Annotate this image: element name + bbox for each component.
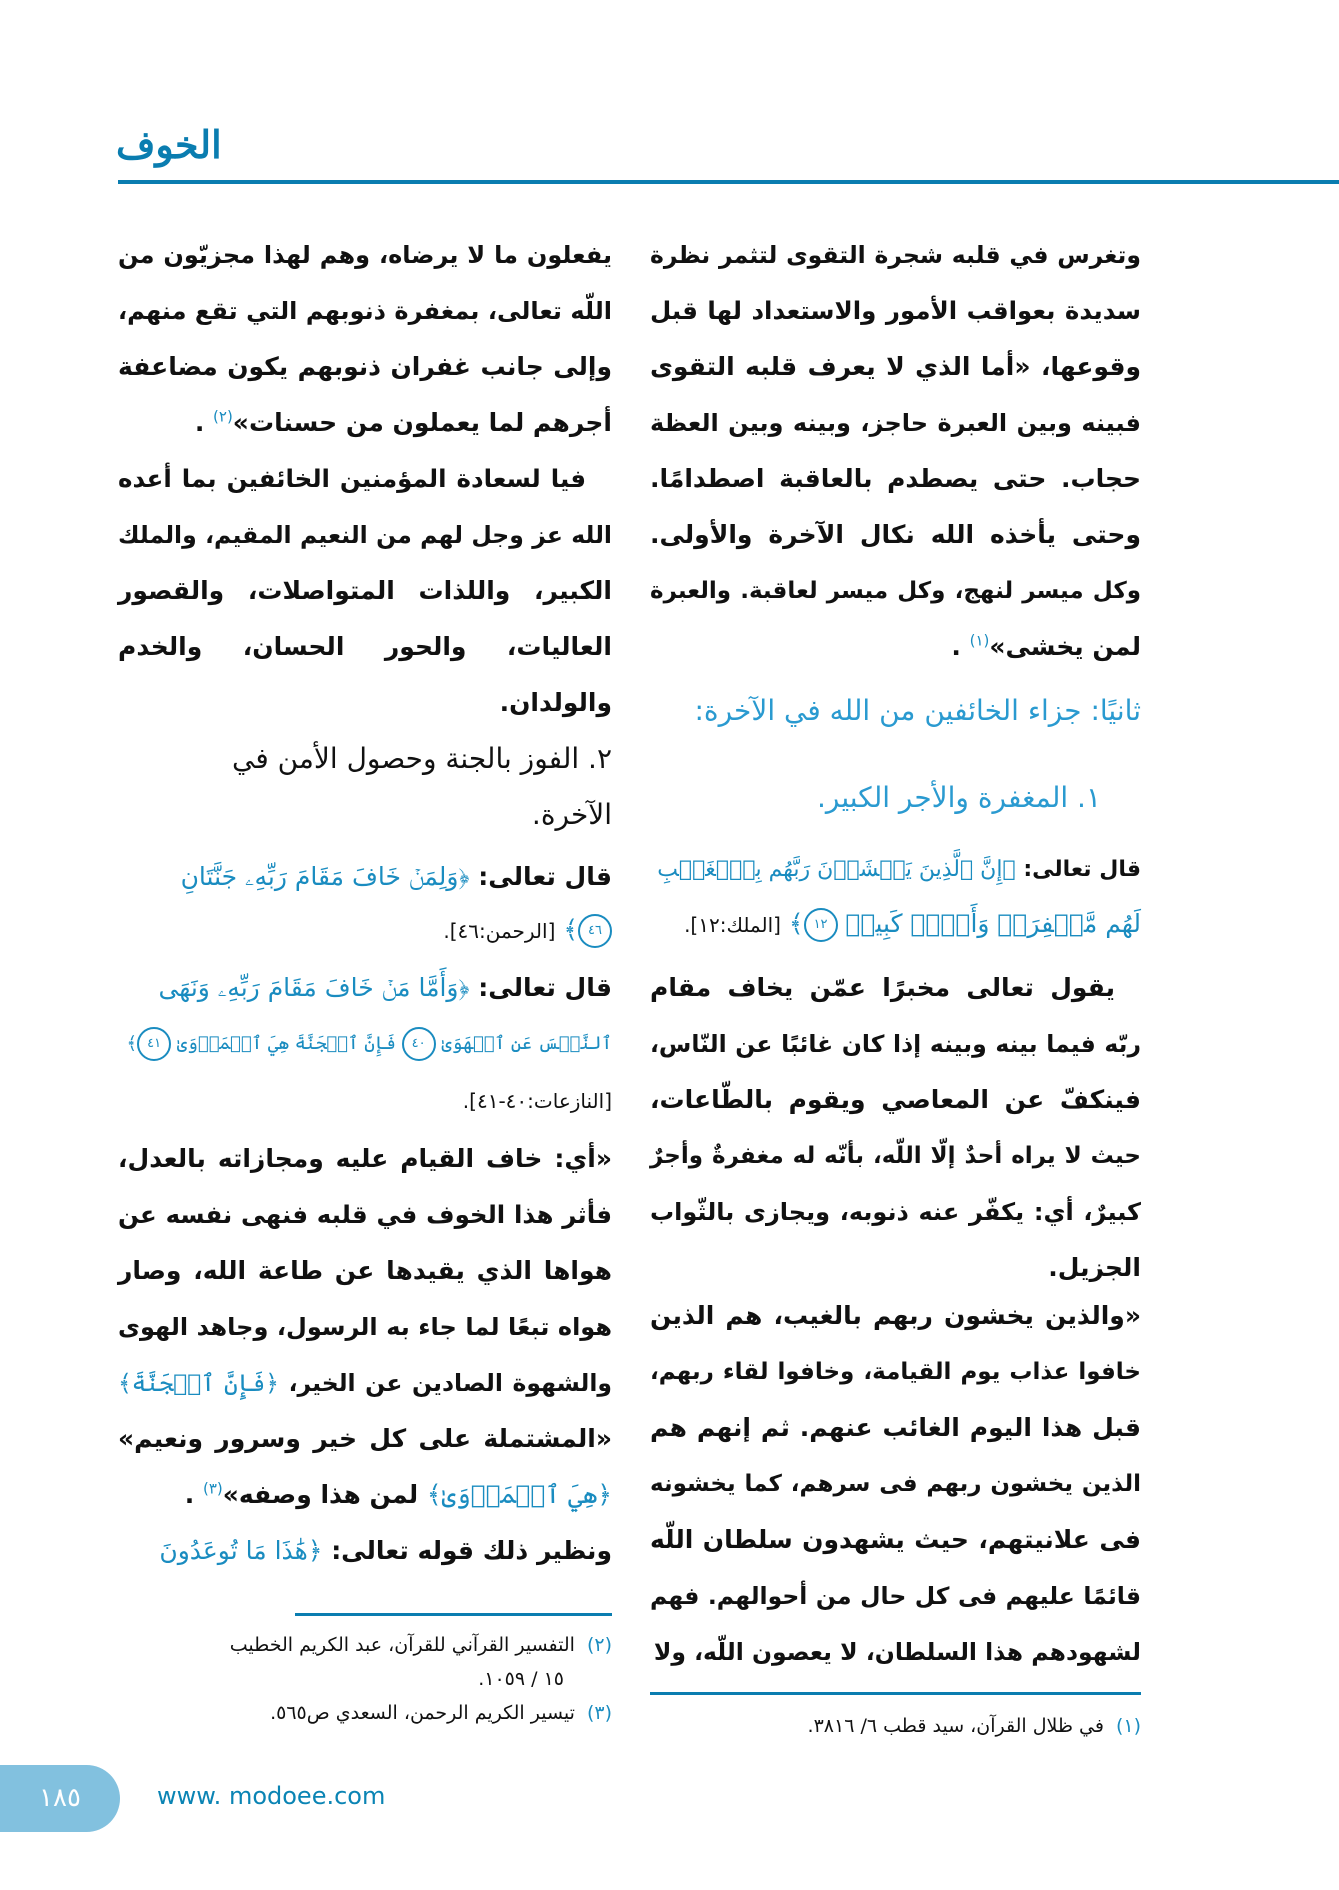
verse-citation: [الملك:١٢].: [684, 913, 781, 937]
text-run: الذين يخشون ربهم فى سرهم، كما يخشونه: [650, 1471, 1141, 1497]
text-run: الكبير، واللذات المتواصلات، والقصور: [118, 576, 612, 605]
right-h2-block: [650, 683, 1141, 739]
text-line: [650, 1016, 1141, 1072]
text-line: [118, 1355, 612, 1411]
left-footnotes-block: [118, 1628, 612, 1730]
text-line: [118, 960, 612, 1016]
text-run: لمن هذا وصفه»: [222, 1480, 427, 1509]
text-line: [650, 960, 1141, 1016]
text-run: وكل ميسر لنهج، وكل ميسر لعاقبة. والعبرة: [650, 578, 1141, 604]
text-run: ثانيًا: جزاء الخائفين من الله في الآخرة:: [694, 694, 1141, 727]
text-run: ١. المغفرة والأجر الكبير.: [817, 781, 1101, 814]
footnote-line: [118, 1662, 612, 1696]
text-line: [650, 507, 1141, 563]
text-run: .: [194, 408, 214, 437]
page-number: ١٨٥: [0, 1765, 120, 1832]
quran-verse: ﴾: [126, 1033, 138, 1054]
text-run: قبل هذا اليوم الغائب عنهم. ثم إنهم هم: [650, 1413, 1141, 1442]
footnote-line: [650, 1709, 1141, 1743]
text-run: أجرهم لما يعملون من حسنات»: [232, 408, 612, 437]
text-run: حيث لا يراه أحدٌ إلّا اللّه، بأنّه له مغفرةٌ وأجرٌ: [650, 1143, 1141, 1169]
text-line: [650, 563, 1141, 619]
verse-number-badge: ٤١: [137, 1027, 171, 1061]
left-quran1-block: [118, 850, 612, 956]
verse-number-badge: ٤٠: [402, 1027, 436, 1061]
text-run: يفعلون ما لا يرضاه، وهم لهذا مجزيّون من: [118, 241, 612, 269]
right-quran-block: [650, 843, 1141, 951]
text-run: ربّه فيما بينه وبينه إذا كان غائبًا عن النّاس،: [650, 1030, 1141, 1058]
text-run: .: [951, 632, 970, 661]
text-line: [650, 227, 1141, 283]
footnote-ref[interactable]: (١): [969, 631, 990, 650]
text-line: [650, 1288, 1141, 1344]
text-run: .: [184, 1480, 203, 1509]
text-line: [118, 1523, 612, 1579]
text-line: [118, 1467, 612, 1523]
text-run: فى علانيتهم، حيث يشهدون سلطان اللّه: [650, 1525, 1141, 1554]
text-run: والشهوة الصادين عن الخير،: [279, 1369, 612, 1397]
text-run: قال تعالى:: [1015, 857, 1141, 882]
text-run: ١٥ / ١٠٥٩.: [478, 1668, 564, 1690]
verse-citation: [الرحمن:٤٦].: [443, 919, 556, 943]
footnote-divider: [650, 1692, 1141, 1695]
right-p2-block: [650, 960, 1141, 1296]
text-run: التفسير القرآني للقرآن، عبد الكريم الخطيب: [229, 1634, 575, 1656]
left-h3-block: [118, 731, 612, 843]
text-run: وحتى يأخذه الله نكال الآخرة والأولى.: [650, 520, 1141, 549]
text-run: العاليات، والحور الحسان، والخدم: [118, 632, 612, 661]
text-line: [118, 339, 612, 395]
verse-citation: [النازعات:٤٠-٤١].: [462, 1089, 612, 1113]
text-run: فأثر هذا الخوف في قلبه فنهى نفسه عن: [118, 1200, 612, 1229]
quran-verse: لَهُم مَّغۡفِرَةٞ وَأَجۡرٞ كَبِيرٞ: [837, 909, 1141, 938]
quran-verse: ﴾: [555, 915, 578, 944]
text-run: لشهودهم هذا السلطان، لا يعصون اللّه، ولا: [653, 1638, 1141, 1666]
text-run: فبينه وبين العبرة حاجز، وبينه وبين العظة: [650, 409, 1141, 437]
text-line: [118, 1131, 612, 1187]
text-run: قال تعالى:: [469, 862, 612, 891]
text-run: والولدان.: [499, 688, 612, 717]
footnote-ref[interactable]: (٢): [213, 407, 233, 426]
text-line: [650, 1184, 1141, 1240]
text-run: قائمًا عليهم فى كل حال من أحوالهم. فهم: [650, 1582, 1141, 1610]
text-line: [118, 903, 612, 956]
quran-verse: ٱلنَّفۡسَ عَنِ ٱلۡهَوَىٰ: [435, 1033, 612, 1054]
text-line: [650, 770, 1141, 826]
left-p2-block: [118, 1131, 612, 1579]
verse-number-badge: ١٢: [804, 908, 838, 942]
text-run: وتغرس في قلبه شجرة التقوى لتثمر نظرة: [650, 241, 1141, 269]
text-run: قال تعالى:: [469, 973, 612, 1002]
right-p1-block: [650, 227, 1141, 675]
website-link[interactable]: www. modoee.com: [157, 1782, 386, 1810]
footnote-line: [118, 1628, 612, 1662]
text-run: وقوعها، «أما الذي لا يعرف قلبه التقوى: [650, 352, 1141, 381]
text-line: [118, 1016, 612, 1072]
text-line: [118, 1072, 612, 1128]
quran-verse: ﴾: [780, 909, 804, 938]
footnote-ref[interactable]: (٣): [202, 1479, 223, 1498]
text-run: هواه تبعًا لما جاء به الرسول، وجاهد الهوى: [118, 1313, 612, 1341]
quran-verse: ﴿هِيَ ٱلۡمَأۡوَىٰ﴾: [426, 1480, 612, 1509]
text-run: تيسير الكريم الرحمن، السعدي ص٥٦٥.: [270, 1702, 575, 1724]
text-line: [650, 395, 1141, 451]
right-h3-block: [650, 770, 1141, 826]
left-quran2-block: [118, 960, 612, 1128]
right-footnotes-block: [650, 1709, 1141, 1743]
text-line: [650, 843, 1141, 897]
text-run: يقول تعالى مخبرًا عمّن يخاف مقام: [650, 973, 1115, 1002]
text-line: [118, 1411, 612, 1467]
left-p1-block: [118, 227, 612, 731]
text-run: «المشتملة على كل خير وسرور ونعيم»: [118, 1424, 612, 1453]
text-line: [650, 1400, 1141, 1456]
footnote-number: (٢): [586, 1634, 612, 1656]
quran-verse: ﴿إِنَّ ٱلَّذِينَ يَخۡشَوۡنَ رَبَّهُم بِٱلۡغَيۡبِ: [657, 857, 1016, 882]
text-line: [118, 283, 612, 339]
text-run: حجاب. حتى يصطدم بالعاقبة اصطدامًا.: [650, 464, 1141, 493]
text-run: «والذين يخشون ربهم بالغيب، هم الذين: [650, 1301, 1141, 1330]
text-line: [118, 395, 612, 451]
text-line: [118, 507, 612, 563]
footnote-number: (٣): [586, 1702, 612, 1724]
quran-verse: ﴿وَأَمَّا مَنۡ خَافَ مَقَامَ رَبِّهِۦ وَنَهَى: [158, 973, 470, 1002]
text-line: [650, 897, 1141, 951]
verse-number-badge: ٤٦: [578, 914, 612, 948]
text-line: [650, 1456, 1141, 1512]
text-run: الله عز وجل لهم من النعيم المقيم، والملك: [118, 521, 612, 549]
text-line: [650, 1512, 1141, 1568]
quran-verse: ﴿وَلِمَنۡ خَافَ مَقَامَ رَبِّهِۦ جَنَّتَانِ: [180, 862, 470, 891]
quran-verse: فَإِنَّ ٱلۡجَنَّةَ هِيَ ٱلۡمَأۡوَىٰ: [171, 1033, 402, 1054]
text-line: [118, 563, 612, 619]
text-line: [118, 1299, 612, 1355]
text-line: [650, 451, 1141, 507]
text-run: هواها الذي يقيدها عن طاعة الله، وصار: [118, 1256, 612, 1285]
text-line: [650, 683, 1141, 739]
text-line: [650, 1624, 1141, 1680]
text-line: [118, 1243, 612, 1299]
text-run: ٢. الفوز بالجنة وحصول الأمن في: [231, 742, 612, 775]
text-line: [650, 1344, 1141, 1400]
text-line: [118, 675, 612, 731]
text-line: [118, 619, 612, 675]
text-line: [650, 1568, 1141, 1624]
text-run: اللّه تعالى، بمغفرة ذنوبهم التي تقع منهم،: [118, 297, 612, 325]
footnote-divider: [295, 1613, 612, 1616]
text-run: الجزيل.: [1048, 1253, 1141, 1282]
text-line: [650, 339, 1141, 395]
quran-verse: ﴿فَإِنَّ ٱلۡجَنَّةَ﴾: [118, 1369, 280, 1397]
text-line: [118, 451, 612, 507]
chapter-title: الخوف: [116, 122, 222, 167]
text-run: وإلى جانب غفران ذنوبهم يكون مضاعفة: [118, 352, 612, 381]
text-run: لمن يخشى»: [989, 632, 1141, 661]
text-run: خافوا عذاب يوم القيامة، وخافوا لقاء ربهم،: [650, 1359, 1141, 1385]
footnote-number: (١): [1115, 1715, 1141, 1737]
text-line: [650, 1128, 1141, 1184]
text-line: [118, 227, 612, 283]
text-run: كبيرٌ، أي: يكفّر عنه ذنوبه، ويجازى بالثّواب: [650, 1198, 1141, 1226]
text-run: سديدة بعواقب الأمور والاستعداد لها قبل: [650, 296, 1141, 325]
text-line: [118, 731, 612, 787]
quran-verse: ﴿هَٰذَا مَا تُوعَدُونَ: [159, 1536, 323, 1565]
footnote-line: [118, 1696, 612, 1730]
text-line: [650, 283, 1141, 339]
text-line: [118, 850, 612, 903]
text-line: [118, 1187, 612, 1243]
text-run: في ظلال القرآن، سيد قطب ٦/ ٣٨١٦.: [807, 1715, 1104, 1737]
text-run: فيا لسعادة المؤمنين الخائفين بما أعده: [118, 464, 586, 493]
text-run: فينكفّ عن المعاصي ويقوم بالطّاعات،: [650, 1085, 1141, 1114]
text-line: [650, 619, 1141, 675]
text-run: الآخرة.: [531, 798, 612, 831]
text-run: ونظير ذلك قوله تعالى:: [322, 1536, 612, 1565]
header-divider: [118, 180, 1339, 184]
text-line: [118, 787, 612, 843]
right-p3-block: [650, 1288, 1141, 1680]
text-line: [650, 1072, 1141, 1128]
text-run: «أي: خاف القيام عليه ومجازاته بالعدل،: [118, 1144, 612, 1173]
